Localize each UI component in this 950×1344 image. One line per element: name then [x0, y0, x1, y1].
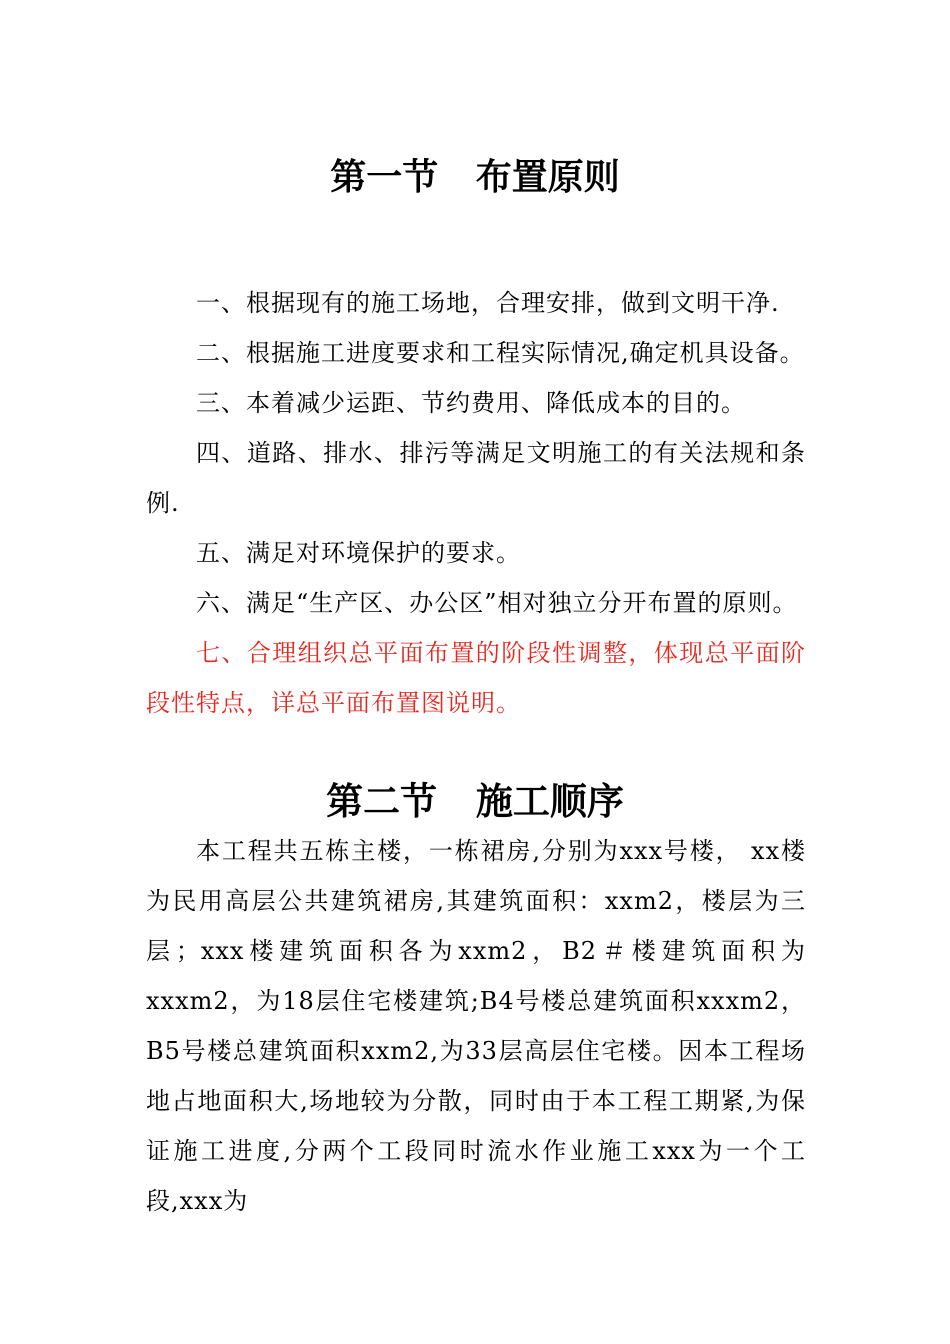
principle-item-3: 三、本着减少运距、节约费用、降低成本的目的。: [196, 389, 746, 417]
principle-item-2: 二、根据施工进度要求和工程实际情况,确定机具设备。: [196, 339, 805, 367]
construction-sequence-paragraph: 本工程共五栋主楼，一栋裙房,分别为xxx号楼， xx楼为民用高层公共建筑裙房,其建筑面积：xxm2，楼层为三层；xxx楼建筑面积各为xxm2，B2＃楼建筑面积为xxxm2，为18层住宅楼建筑;B4号楼总建筑面积xxxm2，B5号楼总建筑面积xxm2,为33层高层住宅楼。因本工程场地占地面积大,场地较为分散，同时由于本工程工期紧,为保证施工进度,分两个工段同时流水作业施工xxx为一个工段,xxx为: [146, 837, 806, 1215]
principle-item-1: 一、根据现有的施工场地，合理安排，做到文明干净.: [196, 289, 780, 317]
principles-list: [146, 278, 806, 728]
principle-item-4: 四、道路、排水、排污等满足文明施工的有关法规和条例.: [146, 439, 806, 517]
principle-item-6: 六、满足“生产区、办公区”相对独立分开布置的原则。: [196, 589, 798, 617]
section2-heading: 第二节 施工顺序: [326, 780, 624, 823]
construction-sequence-body: [146, 826, 806, 1226]
principle-item-7-highlighted: 七、合理组织总平面布置的阶段性调整，体现总平面阶段性特点，详总平面布置图说明。: [146, 639, 806, 717]
section1-heading: 第一节 布置原则: [330, 157, 620, 198]
principle-item-5: 五、满足对环境保护的要求。: [196, 539, 521, 567]
